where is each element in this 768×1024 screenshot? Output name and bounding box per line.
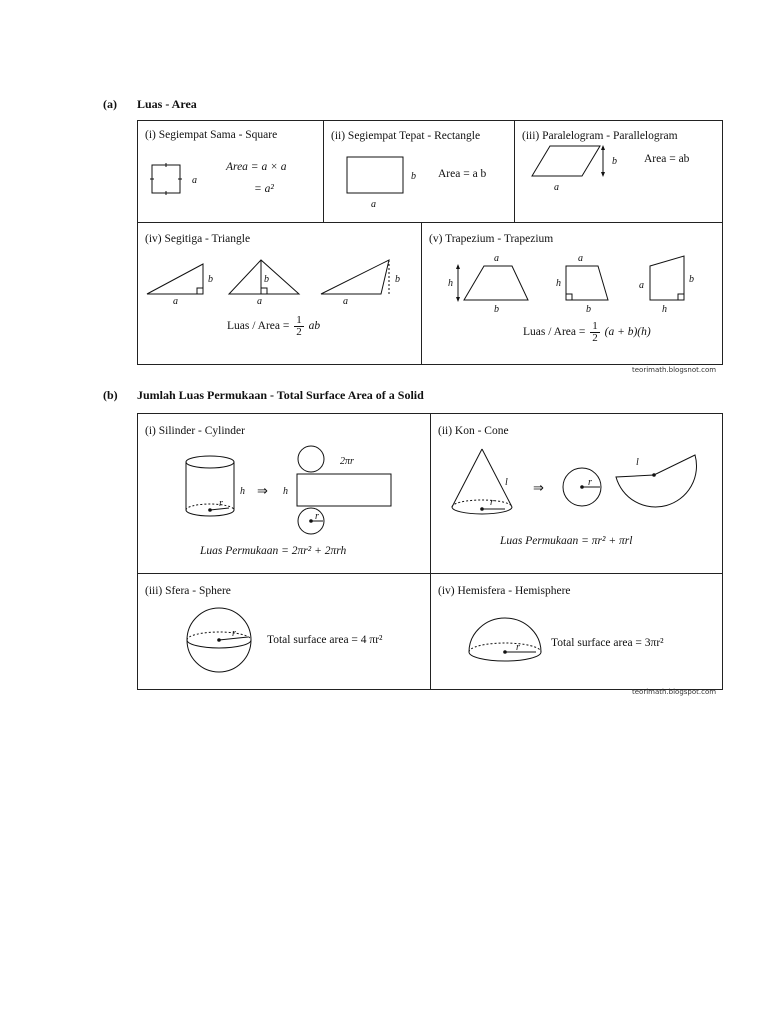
square-formula: Area = a × a: [226, 161, 287, 173]
svg-text:r: r: [315, 511, 319, 522]
parallelogram-formula: Area = ab: [644, 153, 690, 165]
svg-text:b: b: [264, 274, 269, 285]
svg-text:h: h: [556, 278, 561, 289]
svg-text:h: h: [283, 486, 288, 497]
section-a-title: Luas - Area: [137, 97, 197, 111]
square-side-label: a: [192, 175, 197, 186]
sphere-formula: Total surface area = 4 πr²: [267, 634, 383, 646]
credit-a: teorimath.blogsnot.com: [632, 366, 717, 374]
trapezium-figures: [446, 252, 706, 314]
row-divider: [137, 222, 723, 223]
rectangle-figure: [347, 157, 416, 210]
rectangle-formula: Area = a b: [438, 168, 487, 180]
hemisphere-title: (iv) Hemisfera - Hemisphere: [438, 585, 571, 597]
triangle-figures: [145, 256, 415, 306]
square-figure: [150, 163, 197, 197]
cone-title: (ii) Kon - Cone: [438, 425, 509, 437]
cone-r-label: r: [490, 497, 494, 508]
hemisphere-formula: Total surface area = 3πr²: [551, 637, 664, 649]
svg-text:h: h: [662, 304, 667, 315]
square-title: (i) Segiempat Sama - Square: [145, 129, 278, 141]
parallelogram-side-a: a: [554, 182, 559, 193]
parallelogram-side-b: b: [612, 156, 617, 167]
rectangle-side-b: b: [411, 171, 416, 182]
cone-formula: Luas Permukaan = πr² + πrl: [500, 535, 633, 547]
col-divider: [421, 222, 422, 365]
triangle-formula: Luas / Area = $\frac{1}{2}$ ab: [227, 314, 321, 338]
trapezium-title: (v) Trapezium - Trapezium: [429, 233, 554, 245]
section-b-title: Jumlah Luas Permukaan - Total Surface Area of a Solid: [137, 388, 424, 402]
triangle-side-a: a: [173, 296, 178, 307]
section-b-label: (b): [103, 388, 118, 402]
sphere-r-label: r: [232, 628, 236, 639]
cone-arrow: ⇒: [533, 480, 544, 495]
trapezium-side-h: h: [448, 278, 453, 289]
triangle-title: (iv) Segitiga - Triangle: [145, 233, 251, 245]
col-divider: [323, 120, 324, 222]
trapezium-side-a: a: [494, 253, 499, 264]
col-divider: [430, 413, 431, 690]
triangle-side-b: b: [208, 274, 213, 285]
hemisphere-r-label: r: [516, 642, 520, 653]
cylinder-formula: Luas Permukaan = 2πr² + 2πrh: [200, 545, 347, 557]
sphere-title: (iii) Sfera - Sphere: [145, 585, 231, 597]
cylinder-r-label: r: [219, 498, 223, 509]
svg-text:l: l: [636, 457, 639, 468]
svg-text:b: b: [395, 274, 400, 285]
section-a-label: (a): [103, 97, 117, 111]
credit-b: teorimath.blogspot.com: [632, 688, 717, 696]
svg-text:r: r: [588, 477, 592, 488]
col-divider: [514, 120, 515, 222]
cylinder-title: (i) Silinder - Cylinder: [145, 425, 245, 437]
cone-figure: [450, 447, 710, 527]
trapezium-formula: Luas / Area = $\frac{1}{2}$ (a + b)(h): [523, 320, 651, 344]
hemisphere-figure: [466, 618, 546, 668]
cone-l-label: l: [505, 477, 508, 488]
parallelogram-title: (iii) Paralelogram - Parallelogram: [522, 130, 678, 142]
square-formula-2: = a²: [254, 183, 274, 195]
cylinder-circ-label: 2πr: [340, 456, 354, 467]
parallelogram-figure: [530, 144, 620, 194]
svg-text:b: b: [586, 304, 591, 315]
svg-text:a: a: [343, 296, 348, 307]
svg-text:a: a: [257, 296, 262, 307]
sphere-figure: [182, 608, 262, 676]
svg-text:b: b: [689, 274, 694, 285]
svg-text:a: a: [578, 253, 583, 264]
rectangle-title: (ii) Segiempat Tepat - Rectangle: [331, 130, 481, 142]
rectangle-side-a: a: [371, 199, 376, 210]
svg-text:a: a: [639, 280, 644, 291]
cylinder-figure: [185, 444, 395, 539]
cylinder-arrow: ⇒: [257, 483, 268, 498]
cylinder-h-label: h: [240, 486, 245, 497]
trapezium-side-b: b: [494, 304, 499, 315]
